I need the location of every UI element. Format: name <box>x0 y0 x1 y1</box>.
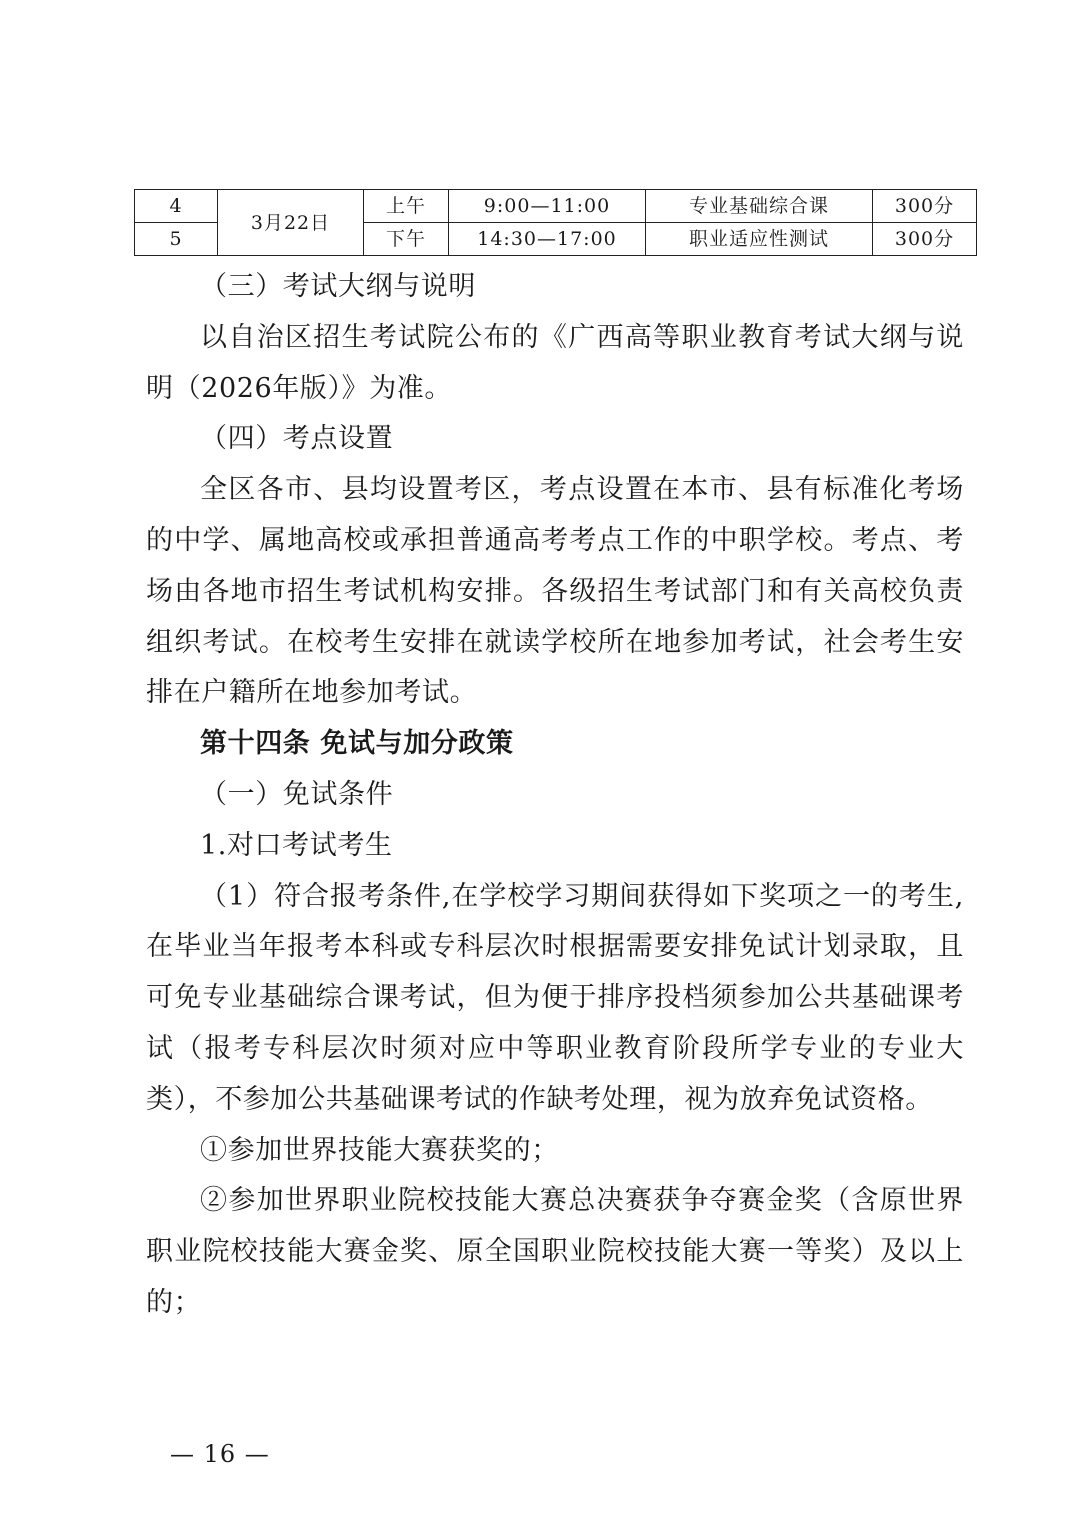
row-number: 4 <box>135 190 218 223</box>
list-item: ①参加世界技能大赛获奖的； <box>200 1134 559 1166</box>
section-heading-test-sites: （四）考点设置 <box>200 423 394 455</box>
session: 下午 <box>364 223 449 256</box>
list-item: ②参加世界职业院校技能大赛总决赛获争夺赛金奖（含原世界职业院校技能大赛金奖、原全国职业院校技能大赛一等奖）及以上的； <box>146 1185 964 1318</box>
paragraph: 全区各市、县均设置考区，考点设置在本市、县有标准化考场的中学、属地高校或承担普通高考考点工作的中职学校。考点、考场由各地市招生考试机构安排。各级招生考试部门和有关高校负责组织考试。在校考生安排在就读学校所在地参加考试，社会考生安排在户籍所在地参加考试。 <box>146 474 964 709</box>
section-heading-exemption: （一）免试条件 <box>200 778 394 810</box>
session: 上午 <box>364 190 449 223</box>
score: 300分 <box>873 223 977 256</box>
exam-time: 9:00—11:00 <box>449 190 646 223</box>
page-number: — 16 — <box>170 1440 270 1468</box>
exam-time: 14:30—17:00 <box>449 223 646 256</box>
exam-subject: 专业基础综合课 <box>646 190 873 223</box>
paragraph: 以自治区招生考试院公布的《广西高等职业教育考试大纲与说明（2026年版）》为准。 <box>146 321 964 404</box>
row-number: 5 <box>135 223 218 256</box>
score: 300分 <box>873 190 977 223</box>
table-row <box>135 190 977 223</box>
body-text <box>146 262 964 1329</box>
exam-date: 3月22日 <box>218 190 364 256</box>
exam-schedule-table <box>134 189 977 256</box>
section-heading-syllabus: （三）考试大纲与说明 <box>200 271 476 302</box>
article-heading: 第十四条 免试与加分政策 <box>200 728 514 760</box>
exam-subject: 职业适应性测试 <box>646 223 873 256</box>
subsection-heading: 1.对口考试考生 <box>200 829 393 861</box>
paragraph: （1）符合报考条件,在学校学习期间获得如下奖项之一的考生,在毕业当年报考本科或专科层次时根据需要安排免试计划录取，且可免专业基础综合课考试，但为便于排序投档须参加公共基础课考试（报考专科层次时须对应中等职业教育阶段所学专业的专业大类），不参加公共基础课考试的作缺考处理，视为放弃免试资格。 <box>146 880 964 1115</box>
